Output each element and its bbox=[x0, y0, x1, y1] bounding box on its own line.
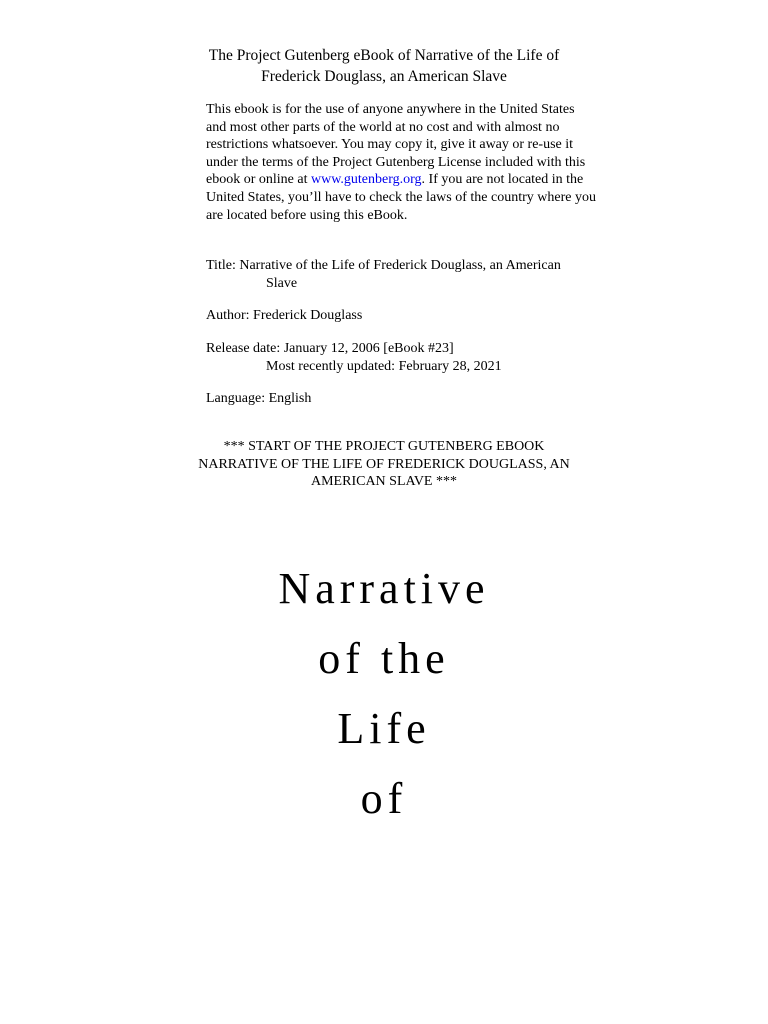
start-banner-line-3: AMERICAN SLAVE *** bbox=[311, 474, 457, 490]
license-paragraph bbox=[206, 101, 596, 224]
license-text-before-link: This ebook is for the use of anyone anywhere in the United States and most other parts of the world at no cost and with almost no restrictions whatsoever. You may copy it, give it away or re-use it under the terms of the Project Gutenberg License included with this ebook or online at bbox=[206, 102, 586, 188]
gutenberg-link[interactable]: www.gutenberg.org bbox=[310, 172, 422, 188]
ebook-header-title bbox=[150, 45, 618, 87]
start-banner bbox=[150, 438, 618, 491]
meta-release-block bbox=[206, 340, 596, 375]
header-title-line-2: Frederick Douglass, an American Slave bbox=[261, 68, 507, 85]
meta-title-block bbox=[206, 257, 596, 292]
meta-title-line-1: Title: Narrative of the Life of Frederick Douglass, an American bbox=[206, 258, 561, 273]
header-title-line-1: The Project Gutenberg eBook of Narrative of the Life of bbox=[208, 47, 560, 64]
meta-language: Language: English bbox=[206, 391, 312, 406]
big-title-line-1: Narrative bbox=[278, 564, 490, 613]
start-banner-line-2: NARRATIVE OF THE LIFE OF FREDERICK DOUGLASS, AN bbox=[198, 456, 570, 472]
meta-author: Author: Frederick Douglass bbox=[206, 308, 363, 323]
meta-updated-date: Most recently updated: February 28, 2021 bbox=[266, 358, 502, 374]
big-title-line-2: of the bbox=[318, 634, 450, 683]
big-title-line-4: of bbox=[360, 774, 408, 823]
license-text-after-link: . If you are not located in the United States, you’ll have to check the laws of the country where you are located before using this eBook. bbox=[206, 172, 596, 223]
start-banner-line-1: *** START OF THE PROJECT GUTENBERG EBOOK bbox=[223, 439, 545, 454]
meta-title-line-2: Slave bbox=[266, 275, 298, 291]
big-title-line-3: Life bbox=[337, 704, 431, 753]
book-big-title bbox=[0, 556, 768, 836]
meta-release-date: Release date: January 12, 2006 [eBook #23] bbox=[206, 341, 454, 356]
